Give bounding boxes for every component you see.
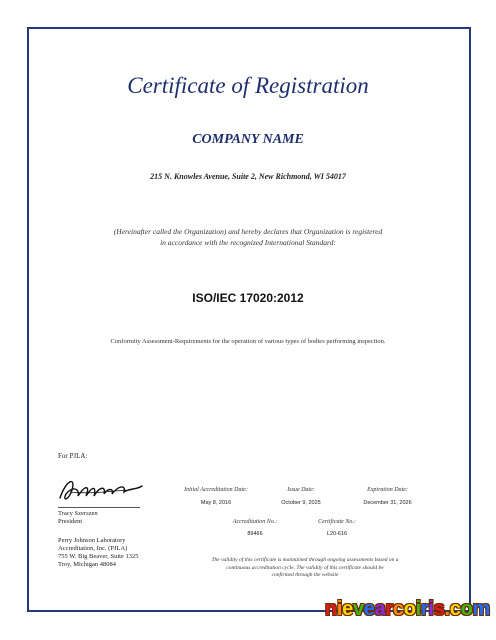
signer-name: Tracy Szerszen bbox=[58, 510, 98, 517]
watermark-text bbox=[325, 598, 490, 621]
watermark-letter: o bbox=[460, 598, 473, 620]
validity-line-3: confirmed through the website bbox=[271, 572, 339, 578]
initial-date-value: May 8, 2016 bbox=[200, 500, 232, 506]
certificate-number-value: L20-616 bbox=[326, 531, 348, 537]
certificate-number-label: Certificate No.: bbox=[318, 519, 356, 525]
scope-text: Conformity Assessment-Requirements for the operation of various types of bodies performing inspection. bbox=[110, 338, 386, 345]
declaration-line-2: in accordance with the recognized International Standard: bbox=[160, 238, 336, 247]
signer-title: President bbox=[58, 518, 83, 525]
watermark-letter: i bbox=[428, 598, 434, 620]
watermark-letter: r bbox=[420, 598, 429, 620]
lab-address-block bbox=[58, 537, 138, 569]
watermark-letter: n bbox=[324, 598, 337, 620]
signature-line bbox=[58, 507, 140, 508]
lab-line-1: Perry Johnson Laboratory bbox=[58, 537, 126, 544]
accreditation-number-label: Accreditation No.: bbox=[232, 519, 278, 525]
expiration-date-label: Expiration Date: bbox=[367, 487, 408, 493]
for-pjla-label: For PJLA: bbox=[58, 452, 88, 460]
validity-line-2: continuous accreditation cycle. The validity of this certificate should be bbox=[226, 564, 384, 571]
signer-block bbox=[58, 510, 98, 526]
lab-line-4: Troy, Michigan 48084 bbox=[58, 561, 117, 568]
watermark-letter: e bbox=[342, 598, 353, 620]
watermark-letter: e bbox=[363, 598, 375, 620]
watermark-letter: i bbox=[336, 598, 343, 620]
watermark-letter: m bbox=[472, 598, 490, 620]
watermark-letter: c bbox=[449, 598, 461, 620]
certificate-title: Certificate of Registration bbox=[127, 73, 369, 98]
watermark-letter: . bbox=[444, 598, 450, 620]
validity-line-1: The validity of this certificate is maintained through ongoing assessments based on a bbox=[211, 557, 399, 563]
initial-date-label: Initial Accreditation Date: bbox=[184, 487, 248, 493]
watermark-letter: v bbox=[352, 598, 364, 620]
declaration-line-1: (Hereinafter called the Organization) and hereby declares that Organization is registered bbox=[113, 227, 383, 236]
declaration-text bbox=[0, 226, 496, 248]
lab-line-3: 755 W. Big Beaver, Suite 1325 bbox=[58, 553, 139, 560]
lab-line-2: Accreditation, Inc. (PJLA) bbox=[58, 545, 128, 552]
standard-name: ISO/IEC 17020:2012 bbox=[192, 291, 304, 305]
watermark-letter: r bbox=[385, 598, 393, 620]
watermark-letter: c bbox=[392, 598, 404, 620]
company-address: 215 N. Knowles Avenue, Suite 2, New Richmond, WI 54017 bbox=[150, 172, 346, 181]
validity-note bbox=[175, 557, 435, 580]
issue-date-label: Issue Date: bbox=[287, 487, 315, 493]
signature-image bbox=[56, 472, 146, 508]
expiration-date-value: December 31, 2026 bbox=[363, 500, 412, 506]
watermark-letter: i bbox=[415, 598, 421, 620]
watermark-letter: a bbox=[374, 598, 386, 620]
watermark-letter: o bbox=[403, 598, 416, 620]
issue-date-value: October 9, 2025 bbox=[281, 500, 321, 506]
accreditation-number-value: 89466 bbox=[247, 531, 263, 537]
company-name: COMPANY NAME bbox=[192, 132, 304, 147]
watermark-letter: s bbox=[433, 598, 445, 620]
